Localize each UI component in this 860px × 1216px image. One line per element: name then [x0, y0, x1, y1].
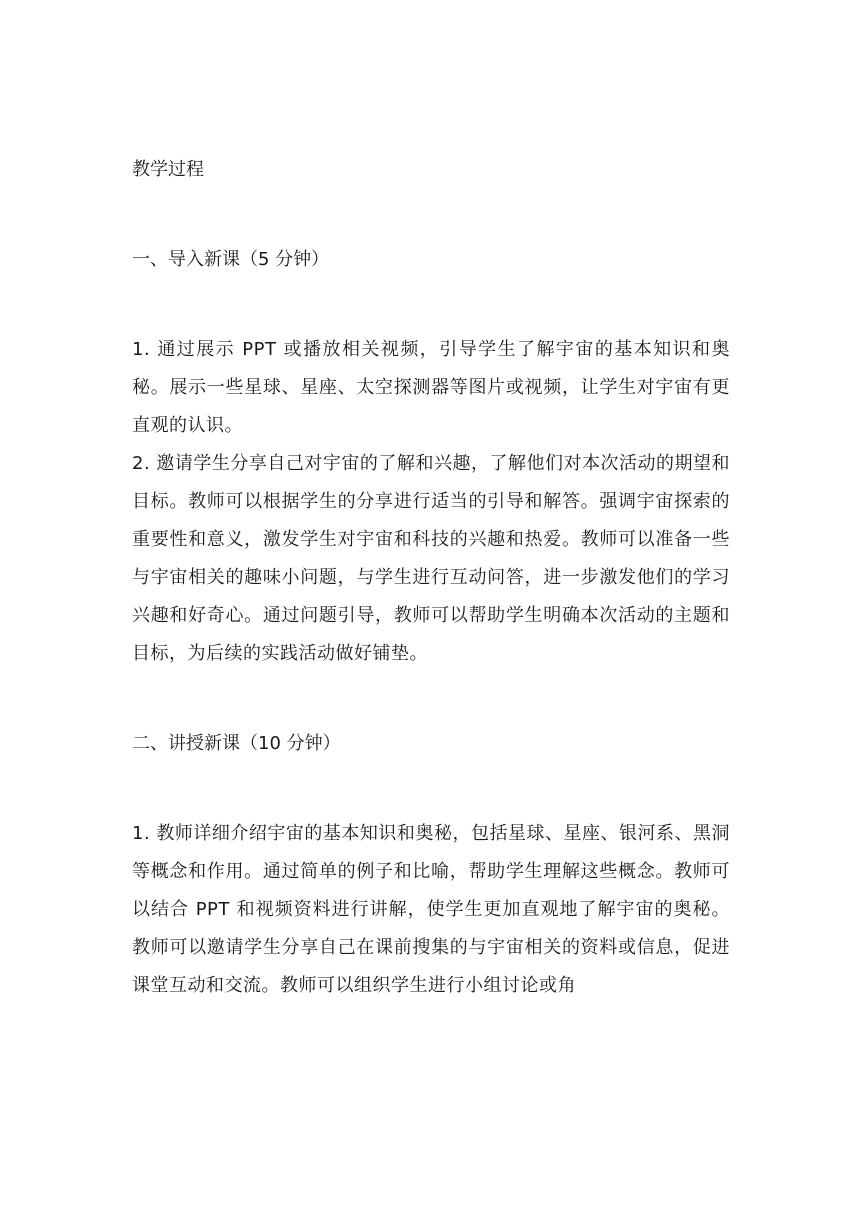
paragraph-intro-2: 2. 邀请学生分享自己对宇宙的了解和兴趣，了解他们对本次活动的期望和目标。教师可以根据学生的分享进行适当的引导和解答。强调宇宙探索的重要性和意义，激发学生对宇宙和科技的兴趣和热爱。教师可以准备一些与宇宙相关的趣味小问题，与学生进行互动问答，进一步激发他们的学习兴趣和好奇心。通过问题引导，教师可以帮助学生明确本次活动的主题和目标，为后续的实践活动做好铺垫。: [132, 453, 730, 664]
spacer: [132, 763, 730, 815]
paragraph-intro-1: 1. 通过展示 PPT 或播放相关视频，引导学生了解宇宙的基本知识和奥秘。展示一些星球、星座、太空探测器等图片或视频，让学生对宇宙有更直观的认识。: [132, 339, 730, 436]
spacer: [132, 673, 730, 725]
document-title: 教学过程: [132, 159, 204, 180]
paragraph-lecture-1: 1. 教师详细介绍宇宙的基本知识和奥秘，包括星球、星座、银河系、黑洞等概念和作用。通过简单的例子和比喻，帮助学生理解这些概念。教师可以结合 PPT 和视频资料进行讲解，使学生更加直观地了解宇宙的奥秘。教师可以邀请学生分享自己在课前搜集的与宇宙相关的资料或信息，促进课堂互动和交流。教师可以组织学生进行小组讨论或角: [132, 823, 730, 996]
section-heading-lecture: 二、讲授新课（10 分钟）: [132, 733, 341, 754]
spacer: [132, 189, 730, 241]
spacer: [132, 279, 730, 331]
section-heading-intro: 一、导入新课（5 分钟）: [132, 249, 330, 270]
document-body: [132, 151, 730, 1005]
